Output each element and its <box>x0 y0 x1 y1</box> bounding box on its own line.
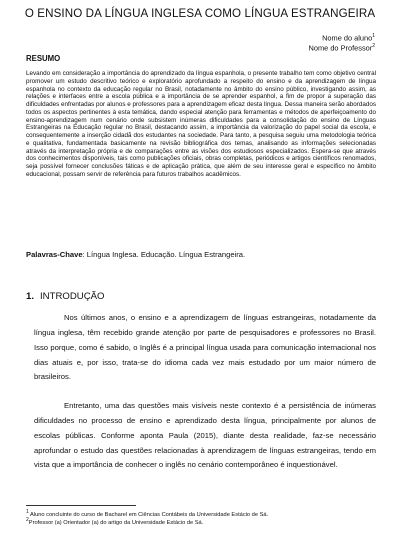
keywords-text: : Língua Inglesa. Educação. Língua Estrangeira. <box>82 250 246 259</box>
body-paragraph-2: Entretanto, uma das questões mais visíveis neste contexto é a persistência de inúmeras dificuldades no processo de ensino e aprendizado desta língua, principalmente por alunos de escolas públicas. Conforme aponta Paula (2015), diante desta realidade, faz-se necessário aprofundar o estudo das questões relacionadas à aprendizagem de línguas estrangeiras, tendo em vista que a importância de conhecer o inglês no cenário contemporâneo é inquestionável. <box>34 401 376 470</box>
author-professor <box>309 43 375 52</box>
footnote-2-text: Professor (a) Orientador (a) do artigo da Universidade Estácio de Sá. <box>28 519 204 526</box>
abstract-text: Levando em consideração a importância do aprendizado da língua espanhola, o presente trabalho tem como objetivo central promover um estudo descritivo teórico e exploratório aprofundado a respeito do ensino e da aprendizagem de língua espanhola no contexto da educação regular no Brasil, notadamente no âmbito do ensino público, investigando assim, as relações e interfaces entre a escola pública e a importância de se aprender espanhol, a fim de propor a superação das dificuldades enfrentadas por alunos e professores para a aprendizagem eficaz desta língua. Dessa maneira serão abordados todos os aspectos pertinentes à esta temática, dando especial atenção para ferramentas e métodos de aperfeiçoamento do ensino-aprendizagem num cenário onde subsistem inúmeras dificuldades para a consolidação do ensino de Línguas Estrangeiras na Educação regular no Brasil, destacando assim, a importância da valorização do papel social da escola, e consequentemente a inserção cidadã dos estudantes na sociedade. Para tanto, a pesquisa seguiu uma metodologia teórica e qualitativa, fundamentada basicamente na revisão bibliográfica dos temas, analisando as informações selecionadas através da interpretação própria e de comparações entre as visões dos estudiosos especializados. Espera-se que através dos conhecimentos disponíveis, tais como publicações oficiais, obras completas, periódicos e artigos científicos renomados, seja possível fornecer conclusões fáticas e de aplicação prática, que além de seu interesse geral e específico no âmbito educacional, possam servir de referência para futuros trabalhos acadêmicos. <box>26 70 376 178</box>
paper-title: O ENSINO DA LÍNGUA INGLESA COMO LÍNGUA ESTRANGEIRA <box>24 7 376 20</box>
keywords-label: Palavras-Chave <box>26 250 83 259</box>
footnote-1-text: Aluno concluinte do curso de Bacharel em Ciências Contábeis da Universidade Estácio de Sá. <box>28 511 269 518</box>
author-student-mark: 1 <box>372 33 375 39</box>
section-title: INTRODUÇÃO <box>40 291 105 302</box>
body-paragraph-1: Nos últimos anos, o ensino e a aprendizagem de línguas estrangeiras, notadamente da língua inglesa, têm recebido grande atenção por parte de pesquisadores e professores no Brasil. Isso porque, como é sabido, o Inglês é a principal língua usada para comunicação internacional nos dias atuais e, por isso, trata-se do idioma cada vez mais estudado por um maior número de brasileiros. <box>34 313 376 382</box>
author-student-name: Nome do aluno <box>322 33 373 43</box>
section-number: 1. <box>26 291 35 302</box>
author-student <box>322 33 375 42</box>
author-professor-mark: 2 <box>372 43 375 49</box>
keywords-line <box>26 250 245 259</box>
footnote-2 <box>26 517 203 526</box>
footnote-1-mark: 1 <box>26 509 29 515</box>
footnote-divider <box>26 505 136 506</box>
section-heading <box>26 291 105 302</box>
abstract-heading: RESUMO <box>26 54 61 63</box>
author-professor-name: Nome do Professor <box>308 43 373 53</box>
footnote-2-mark: 2 <box>26 517 29 523</box>
